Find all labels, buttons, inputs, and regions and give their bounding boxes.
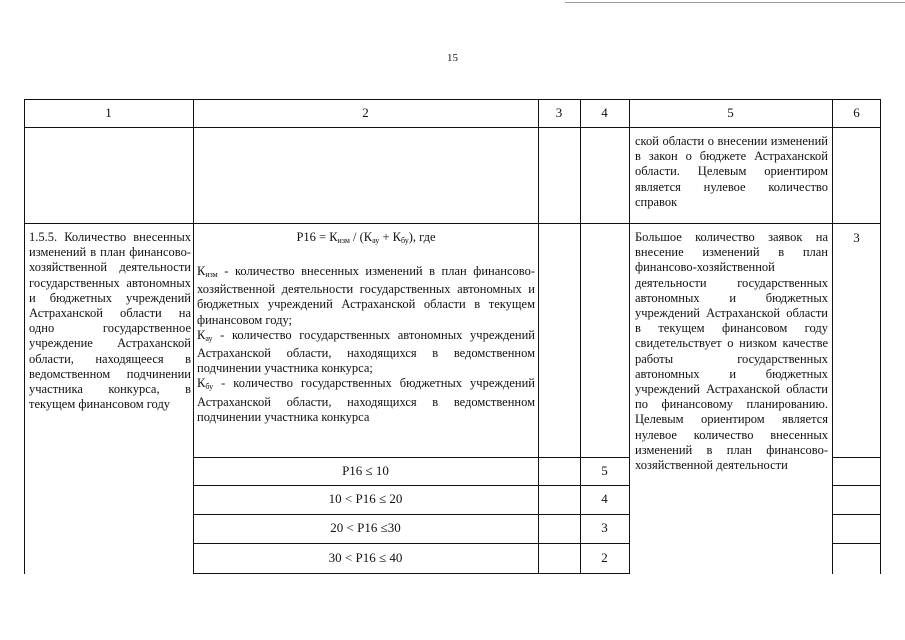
header-col-5: 5	[727, 105, 734, 120]
score-line	[193, 573, 630, 574]
score-points: 3	[601, 520, 608, 535]
col-line-1	[24, 99, 25, 574]
score-condition: 20 < Р16 ≤30	[330, 520, 401, 535]
header-col-2: 2	[362, 105, 369, 120]
header-col-4: 4	[601, 105, 608, 120]
formula: $Р16 = К_{изм} / (К_{ау} + К_{бу})$, где	[296, 230, 436, 245]
criteria-table	[24, 99, 881, 574]
score-points: 2	[601, 550, 608, 565]
table-border-top	[24, 99, 881, 100]
definition-k-bu: $К_{бу}$ - количество государственных бюджетных учреждений Астраханской области, находящихся в ведомственном подчинении участника конкурса	[197, 376, 535, 424]
indicator-weight: 3	[853, 230, 860, 245]
score-points: 4	[601, 491, 608, 506]
score-line	[193, 543, 630, 544]
col-line-5	[629, 99, 630, 574]
definition-k-izm: $К_{изм}$ - количество внесенных изменений в план финансово-хозяйственной деятельности государственных автономных и бюджетных учреждений Астраханской области в текущем финансовом году;	[197, 264, 535, 327]
col6-line	[832, 543, 881, 544]
score-condition: 30 < Р16 ≤ 40	[328, 550, 403, 565]
score-line	[193, 485, 630, 486]
definition-k-au: $К_{ау}$ - количество государственных автономных учреждений Астраханской области, находящихся в ведомственном подчинении участника конкурса;	[197, 327, 535, 376]
indicator-name: 1.5.5. Количество внесенных изменений в план финансово- хозяйственной деятельности государственных автономных и бюджетных учреждений Астраханской области на одно государственное учреждение Астраханской области, находящееся в ведомственном подчинении участника конкурса, в текущем финансовом году	[29, 230, 191, 412]
col6-line	[832, 485, 881, 486]
indicator-description: Большое количество заявок на внесение изменений в план финансово-хозяйственной деятельности государственных автономных и бюджетных учреждений Астраханской области в текущем финансовом году свидетельствует о низком качестве работы государственных автономных и бюджетных учреждений Астраханской области по финансовому планированию. Целевым ориентиром является нулевое количество внесенных изменений в план финансово-хозяйственной деятельности	[635, 230, 828, 473]
header-bottom-line	[24, 127, 881, 128]
scan-top-line	[565, 2, 905, 3]
header-col-6: 6	[853, 105, 860, 120]
score-points: 5	[601, 463, 608, 478]
score-condition: 10 < Р16 ≤ 20	[328, 491, 403, 506]
col-line-3	[538, 99, 539, 574]
score-line	[193, 514, 630, 515]
col-line-6	[832, 99, 833, 574]
header-col-3: 3	[555, 105, 563, 120]
formula-definitions	[197, 264, 535, 425]
page-number: 15	[447, 52, 458, 64]
row-divider	[24, 223, 881, 224]
continued-description: ской области о внесении изменений в закон о бюджете Астраханской области. Целевым ориентиром является нулевое количество справок	[635, 134, 828, 209]
score-line	[193, 457, 630, 458]
header-col-1: 1	[105, 105, 112, 120]
col-line-7	[880, 99, 881, 574]
col6-line	[832, 457, 881, 458]
col6-line	[832, 514, 881, 515]
score-condition: Р16 ≤ 10	[342, 463, 389, 478]
